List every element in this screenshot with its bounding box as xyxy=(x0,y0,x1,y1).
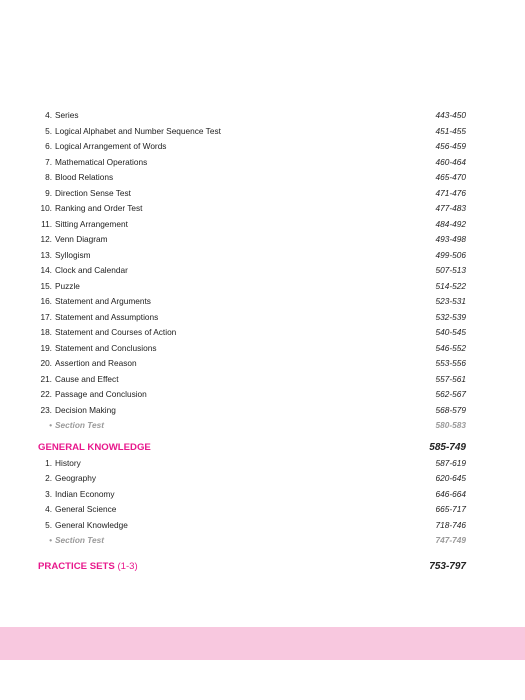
toc-entry[interactable] xyxy=(38,263,466,279)
gk-heading-pages: 585-749 xyxy=(429,441,466,453)
toc-entry[interactable] xyxy=(38,502,466,518)
reasoning-chapter-list xyxy=(38,108,466,418)
chapter-title: Indian Economy xyxy=(55,488,115,499)
chapter-number: 15. xyxy=(40,280,52,291)
chapter-title: Statement and Assumptions xyxy=(55,311,159,322)
chapter-pages: 451-455 xyxy=(435,125,466,136)
toc-entry[interactable] xyxy=(38,403,466,419)
toc-entry[interactable] xyxy=(38,139,466,155)
chapter-number: 16. xyxy=(40,296,52,306)
toc-entry[interactable] xyxy=(38,217,466,233)
chapter-pages: 620-645 xyxy=(435,473,466,483)
chapter-pages: 456-459 xyxy=(435,141,466,151)
chapter-title: Blood Relations xyxy=(55,172,114,182)
chapter-number: 9. xyxy=(45,187,52,198)
reasoning-section-test-row[interactable] xyxy=(38,418,466,434)
chapter-title: Clock and Calendar xyxy=(55,265,128,275)
chapter-title: Direction Sense Test xyxy=(55,187,131,198)
chapter-number: 1. xyxy=(45,457,52,468)
practice-sets-range: (1-3) xyxy=(117,560,138,572)
practice-sets-heading[interactable] xyxy=(38,559,466,575)
chapter-title: Assertion and Reason xyxy=(55,358,137,368)
toc-entry[interactable] xyxy=(38,372,466,388)
toc-entry[interactable] xyxy=(38,170,466,186)
chapter-title: Logical Arrangement of Words xyxy=(55,141,167,151)
chapter-pages: 532-539 xyxy=(435,311,466,322)
toc-entry[interactable] xyxy=(38,155,466,171)
chapter-title: History xyxy=(55,457,81,468)
toc-entry[interactable] xyxy=(38,456,466,472)
chapter-title: Geography xyxy=(55,473,97,483)
chapter-pages: 540-545 xyxy=(435,327,466,337)
chapter-pages: 553-556 xyxy=(435,358,466,368)
toc-entry[interactable] xyxy=(38,471,466,487)
chapter-number: 6. xyxy=(45,141,52,151)
chapter-number: 19. xyxy=(40,342,52,353)
chapter-title: General Knowledge xyxy=(55,519,128,530)
gk-heading-title: GENERAL KNOWLEDGE xyxy=(38,441,151,453)
chapter-number: 5. xyxy=(45,125,52,136)
chapter-pages: 587-619 xyxy=(435,457,466,468)
practice-sets-pages: 753-797 xyxy=(429,560,466,572)
chapter-pages: 484-492 xyxy=(435,218,466,229)
chapter-pages: 546-552 xyxy=(435,342,466,353)
chapter-pages: 477-483 xyxy=(435,203,466,213)
chapter-number: 20. xyxy=(40,358,52,368)
chapter-pages: 718-746 xyxy=(435,519,466,530)
chapter-number: 12. xyxy=(40,234,52,244)
toc-entry[interactable] xyxy=(38,341,466,357)
toc-entry[interactable] xyxy=(38,487,466,503)
chapter-title: Ranking and Order Test xyxy=(55,203,143,213)
chapter-pages: 557-561 xyxy=(435,373,466,384)
chapter-title: Mathematical Operations xyxy=(55,156,148,167)
toc-entry[interactable] xyxy=(38,356,466,372)
toc-entry[interactable] xyxy=(38,124,466,140)
chapter-number: 18. xyxy=(40,327,52,337)
toc-entry[interactable] xyxy=(38,186,466,202)
practice-sets-title-text: PRACTICE SETS xyxy=(38,560,115,572)
chapter-pages: 471-476 xyxy=(435,187,466,198)
toc-entry[interactable] xyxy=(38,108,466,124)
chapter-number: 22. xyxy=(40,389,52,399)
chapter-title: General Science xyxy=(55,504,117,514)
chapter-pages: 499-506 xyxy=(435,249,466,260)
chapter-number: 14. xyxy=(40,265,52,275)
chapter-title: Passage and Conclusion xyxy=(55,389,147,399)
chapter-pages: 665-717 xyxy=(435,504,466,514)
gk-chapter-list xyxy=(38,456,466,534)
chapter-title: Statement and Arguments xyxy=(55,296,151,306)
gk-heading[interactable] xyxy=(38,440,466,456)
footer-band xyxy=(0,627,525,660)
chapter-number: 11. xyxy=(41,218,52,229)
chapter-title: Syllogism xyxy=(55,249,91,260)
chapter-number: 21. xyxy=(40,373,52,384)
chapter-number: 2. xyxy=(45,473,52,483)
toc-entry[interactable] xyxy=(38,387,466,403)
toc-entry[interactable] xyxy=(38,518,466,534)
practice-sets-title xyxy=(38,559,138,575)
chapter-number: 23. xyxy=(40,404,52,415)
toc-entry[interactable] xyxy=(38,232,466,248)
section-test-pages: 747-749 xyxy=(435,535,466,545)
chapter-title: Logical Alphabet and Number Sequence Test xyxy=(55,125,221,136)
chapter-pages: 465-470 xyxy=(435,172,466,182)
chapter-number: 7. xyxy=(45,156,52,167)
bullet: • xyxy=(49,421,52,430)
chapter-title: Puzzle xyxy=(55,280,80,291)
chapter-pages: 514-522 xyxy=(435,280,466,291)
section-test-title: Section Test xyxy=(55,420,105,430)
chapter-pages: 460-464 xyxy=(435,156,466,167)
chapter-pages: 568-579 xyxy=(435,404,466,415)
gk-section-test-row[interactable] xyxy=(38,533,466,549)
chapter-number: 4. xyxy=(45,504,52,514)
section-test-pages: 580-583 xyxy=(435,420,466,430)
chapter-title: Cause and Effect xyxy=(55,373,119,384)
chapter-number: 13. xyxy=(40,249,52,260)
chapter-pages: 562-567 xyxy=(435,389,466,399)
toc-entry[interactable] xyxy=(38,310,466,326)
chapter-pages: 493-498 xyxy=(435,234,466,244)
chapter-pages: 443-450 xyxy=(435,110,466,120)
chapter-number: 4. xyxy=(45,110,52,120)
chapter-title: Statement and Conclusions xyxy=(55,342,157,353)
bullet: • xyxy=(49,536,52,545)
chapter-pages: 523-531 xyxy=(435,296,466,306)
chapter-number: 17. xyxy=(40,311,52,322)
toc-entry[interactable] xyxy=(38,294,466,310)
section-test-title: Section Test xyxy=(55,535,105,545)
toc-entry[interactable] xyxy=(38,279,466,295)
toc-entry[interactable] xyxy=(38,325,466,341)
chapter-title: Venn Diagram xyxy=(55,234,108,244)
toc-entry[interactable] xyxy=(38,248,466,264)
chapter-pages: 507-513 xyxy=(435,265,466,275)
chapter-pages: 646-664 xyxy=(435,488,466,499)
chapter-number: 8. xyxy=(45,172,52,182)
chapter-number: 3. xyxy=(45,488,52,499)
chapter-title: Series xyxy=(55,110,79,120)
chapter-title: Sitting Arrangement xyxy=(55,218,128,229)
chapter-title: Decision Making xyxy=(55,404,116,415)
chapter-title: Statement and Courses of Action xyxy=(55,327,177,337)
chapter-number: 5. xyxy=(45,519,52,530)
toc-entry[interactable] xyxy=(38,201,466,217)
table-of-contents xyxy=(38,108,466,575)
chapter-number: 10. xyxy=(40,203,52,213)
